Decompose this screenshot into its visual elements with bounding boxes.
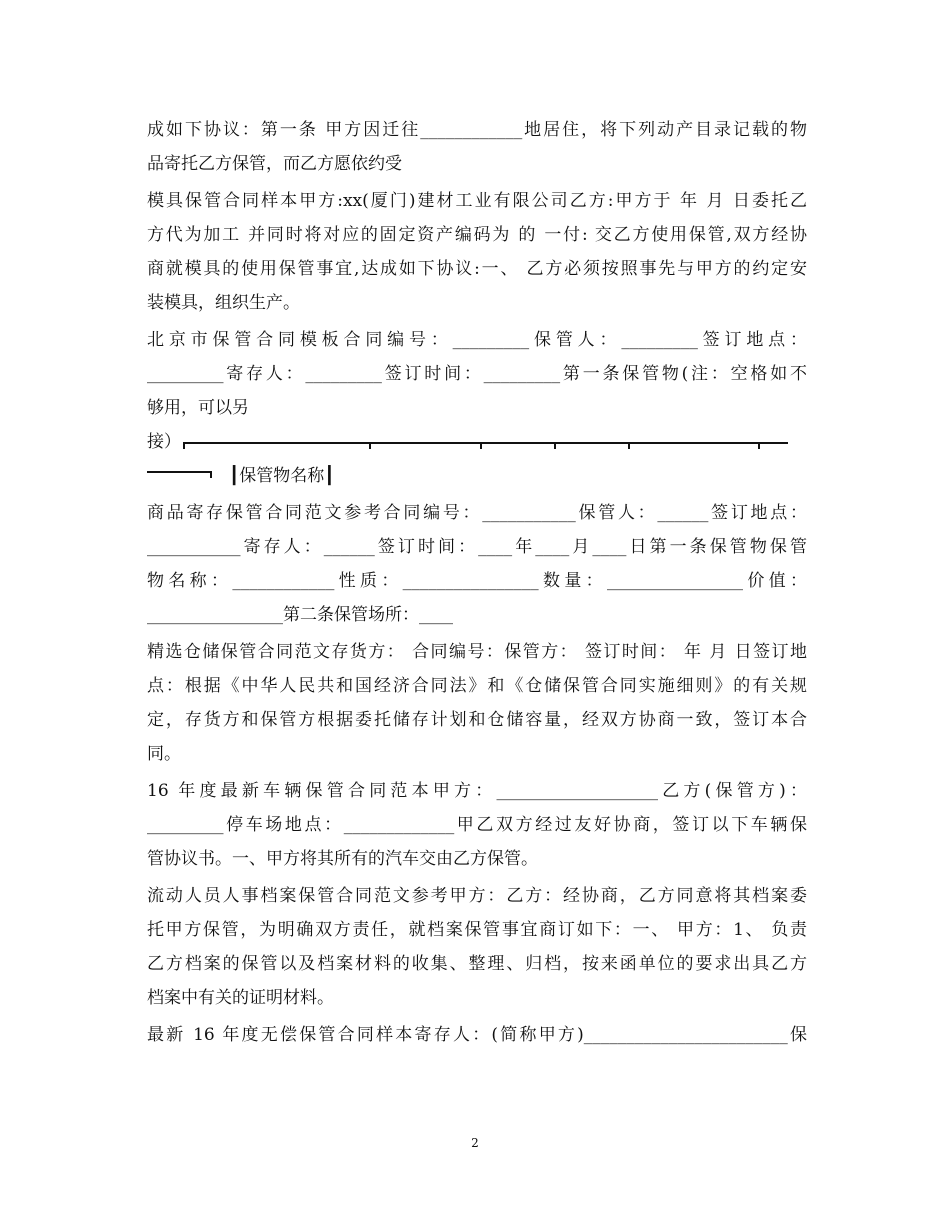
text-line: _________停车场地点：_____________甲乙双方经过友好协商，签订以下车辆保	[147, 815, 807, 835]
text-line: 成如下协议：第一条 甲方因迁往____________地居住，将下列动产目录记载的物	[147, 120, 807, 140]
text-line: 流动人员人事档案保管合同范文参考甲方：乙方：经协商，乙方同意将其档案委	[147, 886, 807, 906]
text-line: 点：根据《中华人民共和国经济合同法》和《仓储保管合同实施细则》的有关规	[147, 676, 807, 696]
text-line: 商就模具的使用保管事宜,达成如下协议:一、 乙方必须按照事先与甲方的约定安	[147, 259, 807, 279]
paragraph-7	[147, 879, 807, 1015]
table-tick	[554, 442, 556, 449]
table-header-cell: ┃保管物名称┃	[229, 466, 335, 486]
text-line: 品寄托乙方保管，而乙方愿依约受	[147, 154, 402, 174]
text-line: _________寄存人：_________签订时间：_________第一条保管物(注：空格如不	[147, 364, 807, 384]
table-tick	[369, 442, 371, 449]
text-line: 定，存货方和保管方根据委托储存计划和仓储容量，经双方协商一致，签订本合	[147, 710, 807, 730]
table-prefix-text: 接）	[147, 432, 181, 452]
paragraph-3	[147, 323, 807, 493]
table-top-rule	[183, 442, 788, 444]
paragraph-5	[147, 635, 807, 771]
text-line: 档案中有关的证明材料。	[147, 988, 334, 1008]
page-number: 2	[471, 1136, 479, 1150]
text-line: 最新 16 年度无偿保管合同样本寄存人：(简称甲方)________________________保	[147, 1025, 807, 1045]
table-tick	[183, 442, 185, 449]
text-line: 模具保管合同样本甲方:xx(厦门)建材工业有限公司乙方:甲方于 年 月 日委托乙	[147, 191, 807, 211]
text-line: 北京市保管合同模板合同编号：_________保管人：_________签订地点：	[147, 330, 807, 350]
table-tick	[480, 442, 482, 449]
table-header-line	[147, 459, 807, 493]
paragraph-6	[147, 774, 807, 876]
text-line: ________________第二条保管场所：____	[147, 605, 453, 625]
text-line: 乙方档案的保管以及档案材料的收集、整理、归档，按来函单位的要求出具乙方	[147, 954, 807, 974]
text-line: 精选仓储保管合同范文存货方： 合同编号：保管方： 签订时间： 年 月 日签订地	[147, 642, 807, 662]
paragraph-8	[147, 1018, 807, 1052]
text-line: ___________寄存人：______签订时间：____年____月____日第一条保管物保管	[147, 537, 807, 557]
table-tick	[628, 442, 630, 449]
text-line: 同。	[147, 744, 181, 764]
paragraph-2	[147, 184, 807, 320]
paragraph-1	[147, 113, 807, 181]
table-top-border-line	[147, 425, 807, 459]
text-line: 托甲方保管，为明确双方责任，就档案保管事宜商订如下：一、 甲方：1、 负责	[147, 920, 807, 940]
text-line: 够用，可以另	[147, 398, 249, 418]
table-tick	[758, 442, 760, 449]
document-body	[147, 113, 807, 1052]
text-line: 方代为加工 并同时将对应的固定资产编码为 的 一付: 交乙方使用保管,双方经协	[147, 225, 807, 245]
text-line: 装模具，组织生产。	[147, 293, 300, 313]
text-line: 管协议书。一、甲方将其所有的汽车交由乙方保管。	[147, 849, 538, 869]
text-line: 商品寄存保管合同范文参考合同编号：___________保管人：______签订地点：	[147, 503, 807, 523]
table-tick	[210, 471, 212, 478]
text-line: 16 年度最新车辆保管合同范本甲方：___________________乙方(保管方)：	[147, 781, 807, 801]
paragraph-4	[147, 496, 807, 632]
table-second-rule	[147, 471, 211, 473]
text-line: 物名称：____________性质：________________数量：________________价值：	[147, 571, 807, 591]
